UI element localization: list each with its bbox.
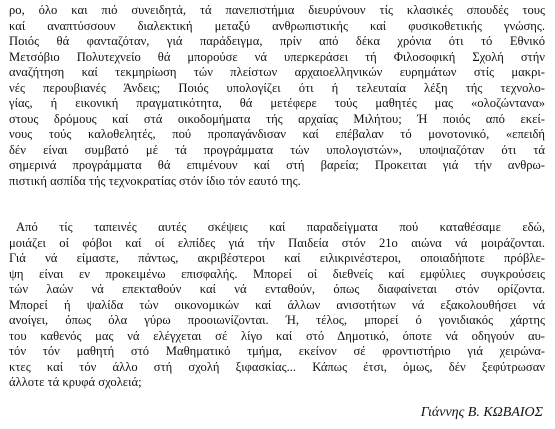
text-line: ανοίγει, όπως όλα γύρω προοιωνίζονται. Ή, τέλος, μπορεί ό γονιδιακός χάρτης	[9, 313, 545, 328]
text-line: νους τούς καλοθελητές, πού προπαγάνδισαν καί επέβαλαν τό μονοτονικό, «επειδή	[9, 127, 545, 142]
text-line: άλλοτε τά κρυφά σχολειά;	[9, 375, 142, 390]
text-line: Ποιός θά φανταζόταν, γιά παράδειγμα, πρίν από δέκα χρόνια ότι τό Εθνικό	[9, 34, 545, 49]
text-line: κτες καί τόν άλλο στή σχολή ξιφασκίας... Κάπως έτσι, όμως, δέν ξεφύτρωσαν	[9, 359, 545, 374]
text-line: ψη είναι εν προκειμένω επισφαλής. Μπορεί οί διεθνείς καί εμφύλιες συγκρούσεις	[9, 266, 545, 281]
text-line: μοιάζει οί φόβοι καί οί ελπίδες γιά τήν Παιδεία στόν 21ο αιώνα νά μοιράζονται.	[9, 235, 545, 250]
text-line: πιστική ασπίδα τής τεχνοκρατίας στόν ίδιο τόν εαυτό της.	[9, 174, 301, 189]
text-line: καί αναπτύσσουν διαλεκτική μεταξύ ανθρωπιστικής καί φυσικοθετικής γνώσης.	[9, 18, 545, 33]
text-line: τών λαών νά επεκταθούν καί νά ενταθούν, όπως διαφαίνεται στόν ορίζοντα.	[9, 282, 545, 297]
text-line: δέν είναι συμβατό μέ τά προγράμματα τών υπολογιστών», υποψιαζόταν ότι τά	[9, 142, 545, 157]
text-line: στους δρόμους καί στά οικοδομήματα τής αρχαίας Μιλήτου; Ή ποιός από εκεί-	[9, 111, 545, 126]
text-line: Από τίς ταπεινές αυτές σκέψεις καί παραδείγματα πού καταθέσαμε εδώ,	[16, 220, 545, 234]
text-line: νές περουβιανές Άνδεις; Ποιός υπολογίζει ότι ή τελευταία λέξη τής τεχνολο-	[9, 80, 545, 95]
author-signature: Γιάννης Β. ΚΩΒΑΙΟΣ	[420, 405, 543, 420]
paragraph-1	[9, 3, 545, 190]
text-line: τόν τόν μαθητή στό Μαθηματικό τμήμα, εκείνον σέ φροντιστήριο γιά χειρώνα-	[9, 344, 545, 359]
text-line: Μπορεί ή ψαλίδα τών οικονομικών καί άλλων ανισοτήτων νά εξακολουθήσει νά	[9, 297, 545, 312]
text-line: σημερινά προγράμματα θά επιμένουν καί στή βαρεία; Προκειται γιά τήν ανθρω-	[9, 158, 545, 173]
text-line: ρο, όλο και πιό συνειδητά, τά πανεπιστήμια διευρύνουν τίς κλασικές σπουδές τους	[9, 3, 545, 17]
text-line: Γιά νά είμαστε, πάντως, ακριβέστεροι καί ειλικρινέστεροι, οποιαδήποτε πρόβλε-	[9, 251, 545, 266]
text-line: Μετσόβιο Πολυτεχνείο θά μπορούσε νά υπερκεράσει τή Φιλοσοφική Σχολή στήν	[9, 49, 545, 64]
paragraph-2	[9, 220, 545, 391]
text-line: του καθενός μας νά ελέγχεται σέ λίγο καί στό Δημοτικό, όποτε νά οδηγούν αυ-	[9, 328, 545, 343]
text-line: αναζήτηση καί τεκμηρίωση τών πλείστων αρχαιοελληνικών ευρημάτων στίς μακρι-	[9, 65, 545, 80]
text-line: γίας, ή εικονική πραγματικότητα, θά μετέφερε τούς μαθητές μας «ολοζώντανα»	[9, 96, 545, 111]
